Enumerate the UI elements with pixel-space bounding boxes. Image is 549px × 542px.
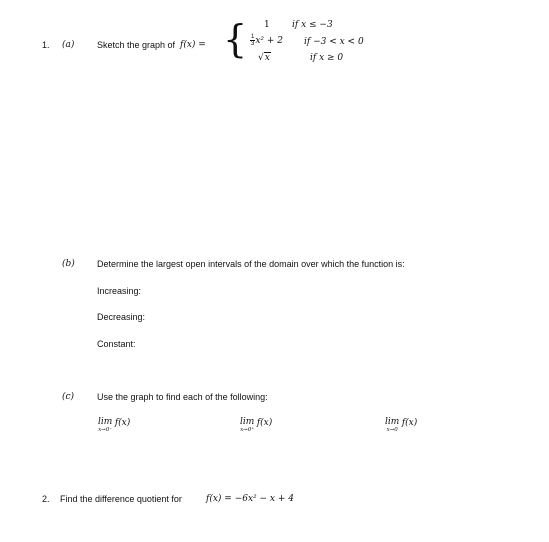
- question-2-function: f(x) = −6x² − x + 4: [206, 494, 294, 504]
- part-b-label: (b): [62, 259, 75, 269]
- case-2-condition: if −3 < x < 0: [304, 37, 364, 47]
- limit-right-approach: x→0⁺: [240, 427, 255, 433]
- question-1-number: 1.: [42, 40, 50, 50]
- limit-two-sided-function: f(x): [401, 418, 418, 428]
- sqrt-expression: [258, 53, 271, 63]
- limit-left: [98, 418, 130, 433]
- case-2-expression: [250, 34, 283, 47]
- limit-left-word: lim: [98, 417, 113, 427]
- part-c-prompt: Use the graph to find each of the following:: [97, 392, 268, 402]
- case-1-condition: if x ≤ −3: [292, 20, 333, 30]
- limit-right: [240, 418, 272, 433]
- piecewise-brace: {: [223, 17, 248, 61]
- limit-two-sided-operator: [385, 418, 399, 433]
- question-2-prompt: Find the difference quotient for: [60, 494, 182, 504]
- limit-left-approach: x→0⁻: [98, 427, 113, 433]
- function-lhs: f(x) =: [180, 40, 206, 50]
- case-3-condition: if x ≥ 0: [310, 53, 344, 63]
- limit-left-operator: [98, 418, 112, 433]
- limit-two-sided-word: lim: [385, 417, 400, 427]
- part-a-prompt: Sketch the graph of: [97, 40, 176, 50]
- limit-right-function: f(x): [256, 418, 273, 428]
- case-2-rest: x² + 2: [255, 35, 284, 46]
- increasing-label: Increasing:: [97, 286, 142, 296]
- case-2-fraction-denominator: 3: [251, 41, 255, 47]
- decreasing-label: Decreasing:: [97, 312, 146, 322]
- case-3-expression: [258, 52, 271, 63]
- part-a-label: (a): [62, 40, 75, 50]
- sqrt-symbol: √: [258, 53, 264, 63]
- case-1-value: 1: [264, 20, 270, 30]
- case-2-fraction-numerator: 1: [251, 34, 255, 40]
- limit-right-word: lim: [240, 417, 255, 427]
- limit-right-operator: [240, 418, 254, 433]
- part-b-prompt: Determine the largest open intervals of the domain over which the function is:: [97, 259, 405, 269]
- part-c-label: (c): [62, 392, 75, 402]
- question-2-number: 2.: [42, 494, 50, 504]
- limit-two-sided: [385, 418, 417, 433]
- limit-left-function: f(x): [114, 418, 131, 428]
- constant-label: Constant:: [97, 339, 136, 349]
- limit-two-sided-approach: x→0: [386, 427, 398, 433]
- sqrt-radicand: x: [264, 53, 270, 63]
